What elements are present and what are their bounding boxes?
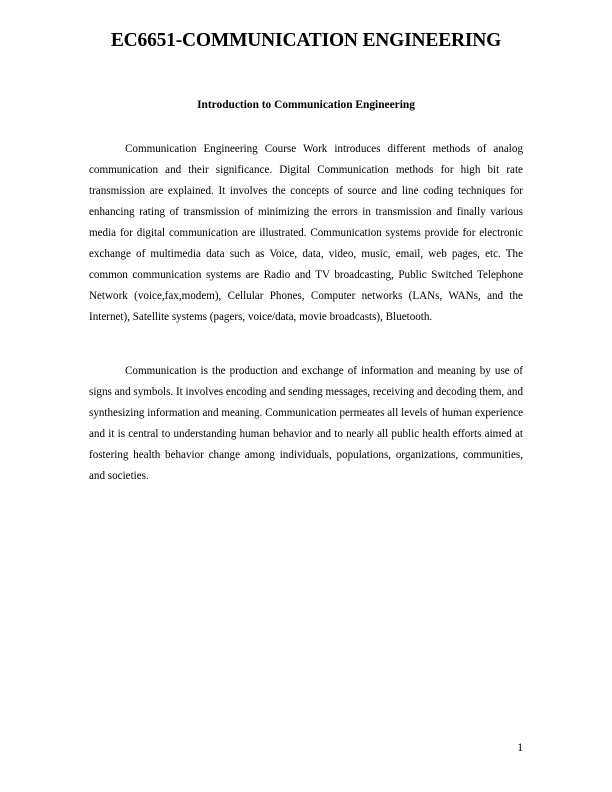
body-paragraph-1: Communication Engineering Course Work introduces different methods of analog communication and their significance. Digital Communication methods for high bit rate transmission are explained. It involves the concepts of source and line coding techniques for enhancing rating of transmission of minimizing the errors in transmission and finally various media for digital communication are illustrated. Communication systems provide for electronic exchange of multimedia data such as Voice, data, video, music, email, web pages, etc. The common communication systems are Radio and TV broadcasting, Public Switched Telephone Network (voice,fax,modem), Cellular Phones, Computer networks (LANs, WANs, and the Internet), Satellite systems (pagers, voice/data, movie broadcasts), Bluetooth. bbox=[89, 143, 523, 323]
document-title: EC6651-COMMUNICATION ENGINEERING bbox=[110, 30, 502, 51]
section-heading: Introduction to Communication Engineering bbox=[197, 99, 415, 111]
page-number: 1 bbox=[517, 742, 523, 754]
body-paragraph-2: Communication is the production and exchange of information and meaning by use of signs and symbols. It involves encoding and sending messages, receiving and decoding them, and synthesizing information and meaning. Communication permeates all levels of human experience and it is central to understanding human behavior and to nearly all public health efforts aimed at fostering health behavior change among individuals, populations, organizations, communities, and societies. bbox=[89, 365, 523, 482]
